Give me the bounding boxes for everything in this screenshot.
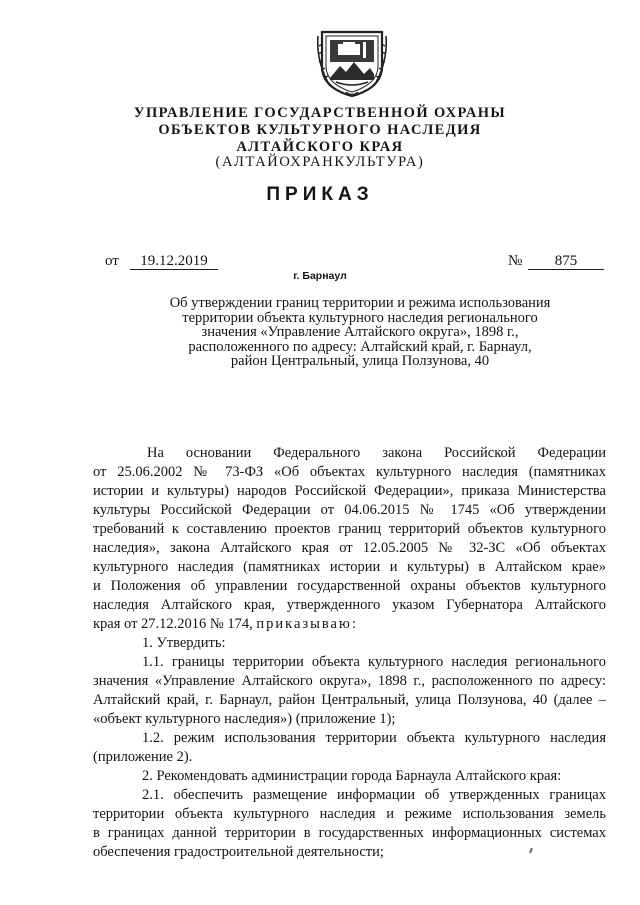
item-1-1-line: 1.1. границы территории объекта культурного наследия регионального <box>142 654 606 670</box>
item-1-1-line: значения «Управление Алтайского округа», 1898 г., расположенного по адресу: <box>93 673 606 689</box>
org-name-line-2: ОБЪЕКТОВ КУЛЬТУРНОГО НАСЛЕДИЯ <box>158 122 482 138</box>
body-line <box>93 616 358 632</box>
order-verb: приказываю: <box>256 616 358 632</box>
org-name-line-1: УПРАВЛЕНИЕ ГОСУДАРСТВЕННОЙ ОХРАНЫ <box>133 105 507 121</box>
subject-line: Об утверждении границ территории и режима использования <box>169 295 551 311</box>
order-subject <box>130 296 590 369</box>
item-1-1-line: «объект культурного наследия») (приложение 1); <box>93 711 396 727</box>
body-line: требований к составлению проектов границ территорий объектов культурного <box>93 521 606 537</box>
item-2-1-line: территории объекта культурного наследия и режиме использования земель <box>93 806 606 822</box>
scan-speck <box>529 848 533 853</box>
item-2-1-line: обеспечения градостроительной деятельности; <box>93 844 384 860</box>
body-line: от 25.06.2002 № 73-ФЗ «Об объектах культурного наследия (памятниках <box>93 464 606 480</box>
body-line: На основании Федерального закона Российской Федерации <box>147 445 606 461</box>
item-2-heading: 2. Рекомендовать администрации города Барнаула Алтайского края: <box>142 768 562 784</box>
item-1-1-line: Алтайский край, г. Барнаул, район Центральный, улица Ползунова, 40 (далее – <box>93 692 606 708</box>
item-2-1-line: 2.1. обеспечить размещение информации об утвержденных границах <box>142 787 606 803</box>
city-label: г. Барнаул <box>293 270 347 282</box>
item-1-heading: 1. Утвердить: <box>142 635 226 651</box>
body-line: истории и культуры) народов Российской Федерации», приказа Министерства <box>93 483 606 499</box>
body-line: наследия Алтайского края, утвержденного указом Губернатора Алтайского <box>93 597 606 613</box>
item-2-1-line: в границах данной территории в государственных информационных системах <box>93 825 606 841</box>
subject-line: территории объекта культурного наследия регионального <box>182 309 538 326</box>
date-prefix: от <box>105 253 119 269</box>
document-type-title: ПРИКАЗ <box>266 184 374 205</box>
order-number: 875 <box>528 253 604 270</box>
order-date: 19.12.2019 <box>130 253 218 270</box>
body-line: культуры Российской Федерации от 04.06.2015 № 1745 «Об утверждении <box>93 502 606 518</box>
org-short-name: (АЛТАЙОХРАНКУЛЬТУРА) <box>215 154 425 170</box>
subject-line: район Центральный, улица Ползунова, 40 <box>230 353 490 369</box>
subject-line: расположенного по адресу: Алтайский край, г. Барнаул, <box>188 338 532 355</box>
body-line: культурного наследия (памятниках истории и культуры) в Алтайском крае» <box>93 559 606 575</box>
subject-line: значения «Управление Алтайского округа», 1898 г., <box>201 324 519 340</box>
org-name-line-3: АЛТАЙСКОГО КРАЯ <box>236 139 404 155</box>
item-1-2-line: (приложение 2). <box>93 749 193 765</box>
body-text: края от 27.12.2016 № 174, <box>93 616 257 632</box>
number-prefix: № <box>508 253 523 269</box>
body-line: наследия», закона Алтайского края от 12.05.2005 № 32-ЗС «Об объектах <box>93 540 606 556</box>
coat-of-arms-altai-krai-icon <box>316 22 388 98</box>
item-1-2-line: 1.2. режим использования территории объекта культурного наследия <box>142 730 606 746</box>
body-line: и Положения об управлении государственной охраны объектов культурного <box>93 578 606 594</box>
